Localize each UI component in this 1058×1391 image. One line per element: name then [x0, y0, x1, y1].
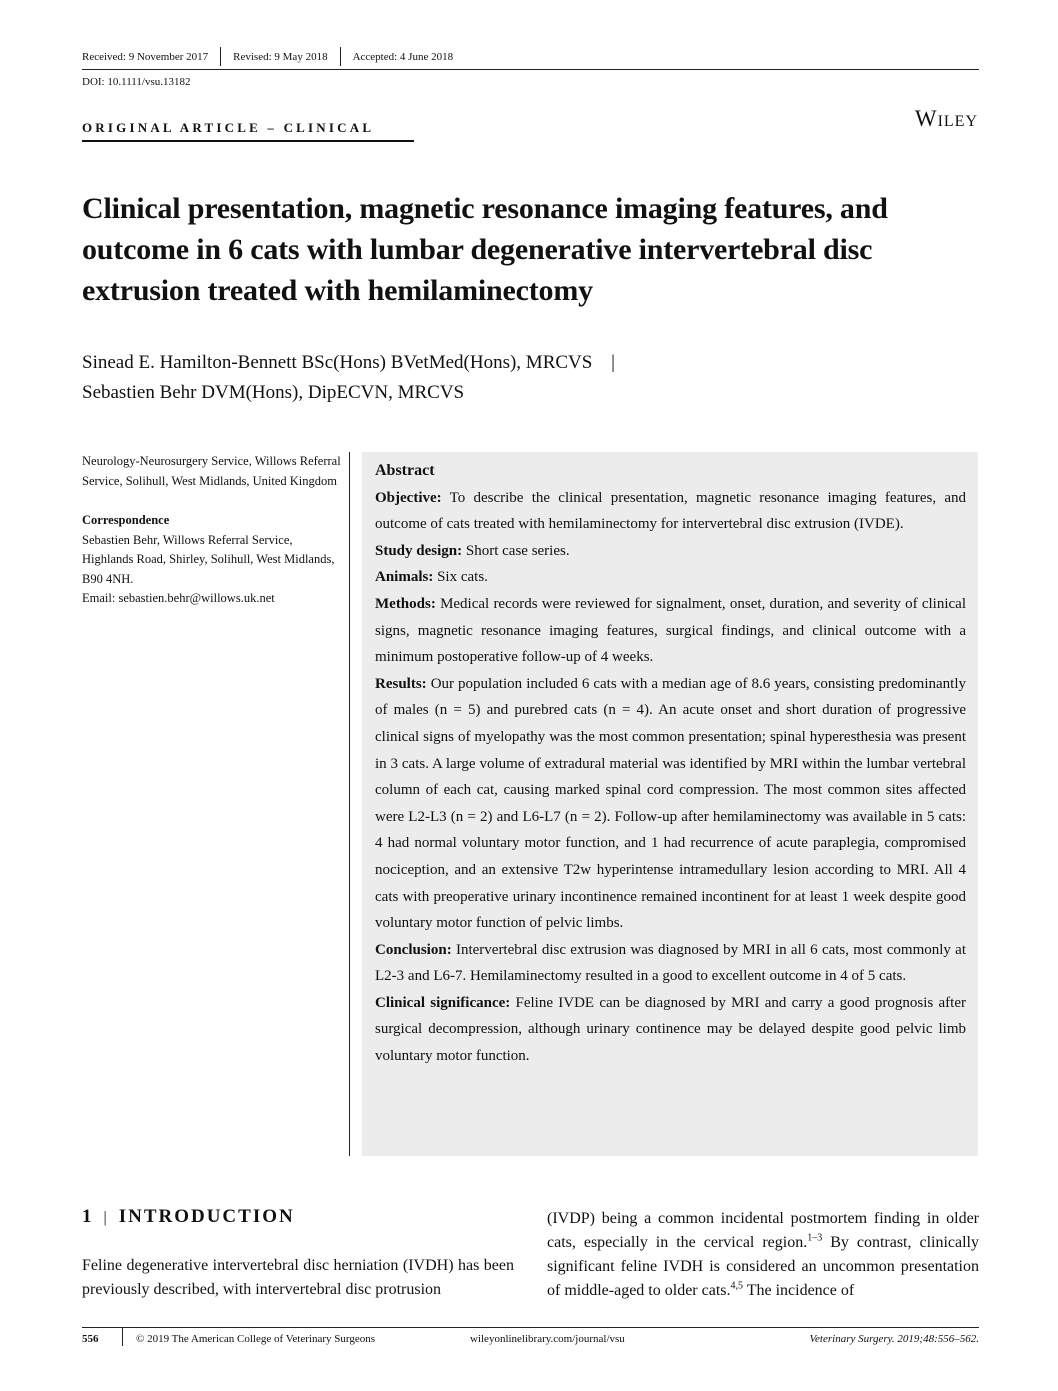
- footer-separator: [122, 1328, 123, 1346]
- conclusion-text: Intervertebral disc extrusion was diagnosed by MRI in all 6 cats, most commonly at L2-3 and L6-7. Hemilaminectomy resulted in a good to excellent outcome in 4 of 5 cats.: [375, 941, 966, 985]
- conclusion-label: Conclusion:: [375, 941, 452, 958]
- abstract-significance: [375, 990, 966, 1070]
- date-separator: [220, 47, 221, 66]
- section-separator: |: [103, 1209, 109, 1226]
- methods-text: Medical records were reviewed for signalment, onset, duration, and severity of clinical signs, magnetic resonance imaging features, surgical findings, and clinical outcome with a minimum postoperative follow-up of 4 weeks.: [375, 595, 966, 666]
- affiliation: Neurology-Neurosurgery Service, Willows Referral Service, Solihull, West Midlands, United Kingdom: [82, 454, 341, 488]
- correspondence-address: Sebastien Behr, Willows Referral Service, Highlands Road, Shirley, Solihull, West Midlands, B90 4NH.: [82, 532, 335, 586]
- sidebar: [82, 452, 342, 609]
- correspondence-email[interactable]: Email: sebastien.behr@willows.uk.net: [82, 591, 275, 605]
- abstract-results: [375, 671, 966, 937]
- methods-label: Methods:: [375, 595, 436, 612]
- intro-text-1: (IVDP) being a common incidental postmortem finding in older cats, especially in the cervical region.: [547, 1210, 979, 1251]
- abstract-objective: [375, 485, 966, 538]
- intro-column-right: [547, 1207, 979, 1303]
- correspondence-heading: Correspondence: [82, 513, 170, 527]
- introduction-heading: [82, 1206, 295, 1228]
- abstract-study-design: [375, 538, 966, 565]
- section-title: INTRODUCTION: [118, 1206, 295, 1227]
- journal-citation: Veterinary Surgery. 2019;48:556–562.: [809, 1333, 979, 1345]
- animals-label: Animals:: [375, 569, 434, 586]
- page-footer: [82, 1327, 979, 1349]
- results-label: Results:: [375, 675, 427, 692]
- citation-ref[interactable]: 4,5: [730, 1280, 743, 1292]
- article-title: Clinical presentation, magnetic resonance imaging features, and outcome in 6 cats with lumbar degenerative intervertebral disc extrusion treated with hemilaminectomy: [82, 192, 888, 307]
- author-2[interactable]: Sebastien Behr DVM(Hons), DipECVN, MRCVS: [82, 382, 465, 403]
- study-design-label: Study design:: [375, 542, 463, 559]
- received-date: Received: 9 November 2017: [82, 51, 209, 63]
- significance-text: Feline IVDE can be diagnosed by MRI and carry a good prognosis after surgical decompression, although urinary continence may be delayed despite good pelvic limb voluntary motor function.: [375, 994, 966, 1065]
- animals-text: Six cats.: [437, 569, 488, 586]
- author-1[interactable]: Sinead E. Hamilton-Bennett BSc(Hons) BVetMed(Hons), MRCVS: [82, 352, 593, 373]
- author-list: [82, 348, 615, 408]
- significance-label: Clinical significance:: [375, 994, 511, 1011]
- study-design-text: Short case series.: [465, 542, 570, 559]
- publisher-logo: Wiley: [914, 106, 978, 131]
- objective-text: To describe the clinical presentation, magnetic resonance imaging features, and outcome of cats treated with hemilaminectomy for intervertebral disc extrusion (IVDE).: [375, 489, 966, 533]
- journal-url[interactable]: wileyonlinelibrary.com/journal/vsu: [470, 1333, 625, 1345]
- intro-column-left: Feline degenerative intervertebral disc herniation (IVDH) has been previously described, with intervertebral disc protrusion: [82, 1257, 514, 1298]
- abstract-heading: Abstract: [375, 462, 435, 479]
- revised-date: Revised: 9 May 2018: [233, 51, 328, 63]
- intro-text-3: The incidence of: [743, 1282, 855, 1299]
- dates-row: [82, 50, 979, 70]
- results-text: Our population included 6 cats with a median age of 8.6 years, consisting predominantly of males (n = 5) and purebred cats (n = 4). An acute onset and short duration of progressive clinical signs of myelopathy was the most common presentation; spinal hyperesthesia was present in 3 cats. A large volume of extradural material was identified by MRI within the lumbar vertebral column of each cat, causing marked spinal cord compression. The most common sites affected were L2-L3 (n = 2) and L6-L7 (n = 2). Follow-up after hemilaminectomy was available in 5 cats: 4 had normal voluntary motor function, and 1 had recurrence of acute paraplegia, compromised nociception, and an extensive T2w hyperintense intramedullary lesion according to MRI. All 4 cats with preoperative urinary incontinence remained incontinent for at least 1 week despite good voluntary motor function of pelvic limbs.: [375, 675, 966, 932]
- copyright: © 2019 The American College of Veterinary Surgeons: [136, 1333, 376, 1345]
- date-separator: [340, 47, 341, 66]
- section-number: 1: [82, 1206, 94, 1227]
- abstract-methods: [375, 591, 966, 671]
- abstract-conclusion: [375, 937, 966, 990]
- citation-ref[interactable]: 1–3: [807, 1232, 823, 1244]
- author-separator: |: [611, 352, 615, 373]
- sidebar-divider: [349, 452, 350, 1156]
- accepted-date: Accepted: 4 June 2018: [352, 51, 454, 63]
- doi: DOI: 10.1111/vsu.13182: [82, 76, 191, 88]
- abstract-box: [362, 452, 978, 1156]
- page-number: 556: [82, 1333, 99, 1345]
- objective-label: Objective:: [375, 489, 442, 506]
- intro-text-2: By contrast, clinically significant feline IVDH is considered an uncommon presentation of middle-aged to older cats.: [547, 1234, 979, 1299]
- section-label: ORIGINAL ARTICLE – CLINICAL: [82, 120, 414, 142]
- abstract-animals: [375, 564, 966, 591]
